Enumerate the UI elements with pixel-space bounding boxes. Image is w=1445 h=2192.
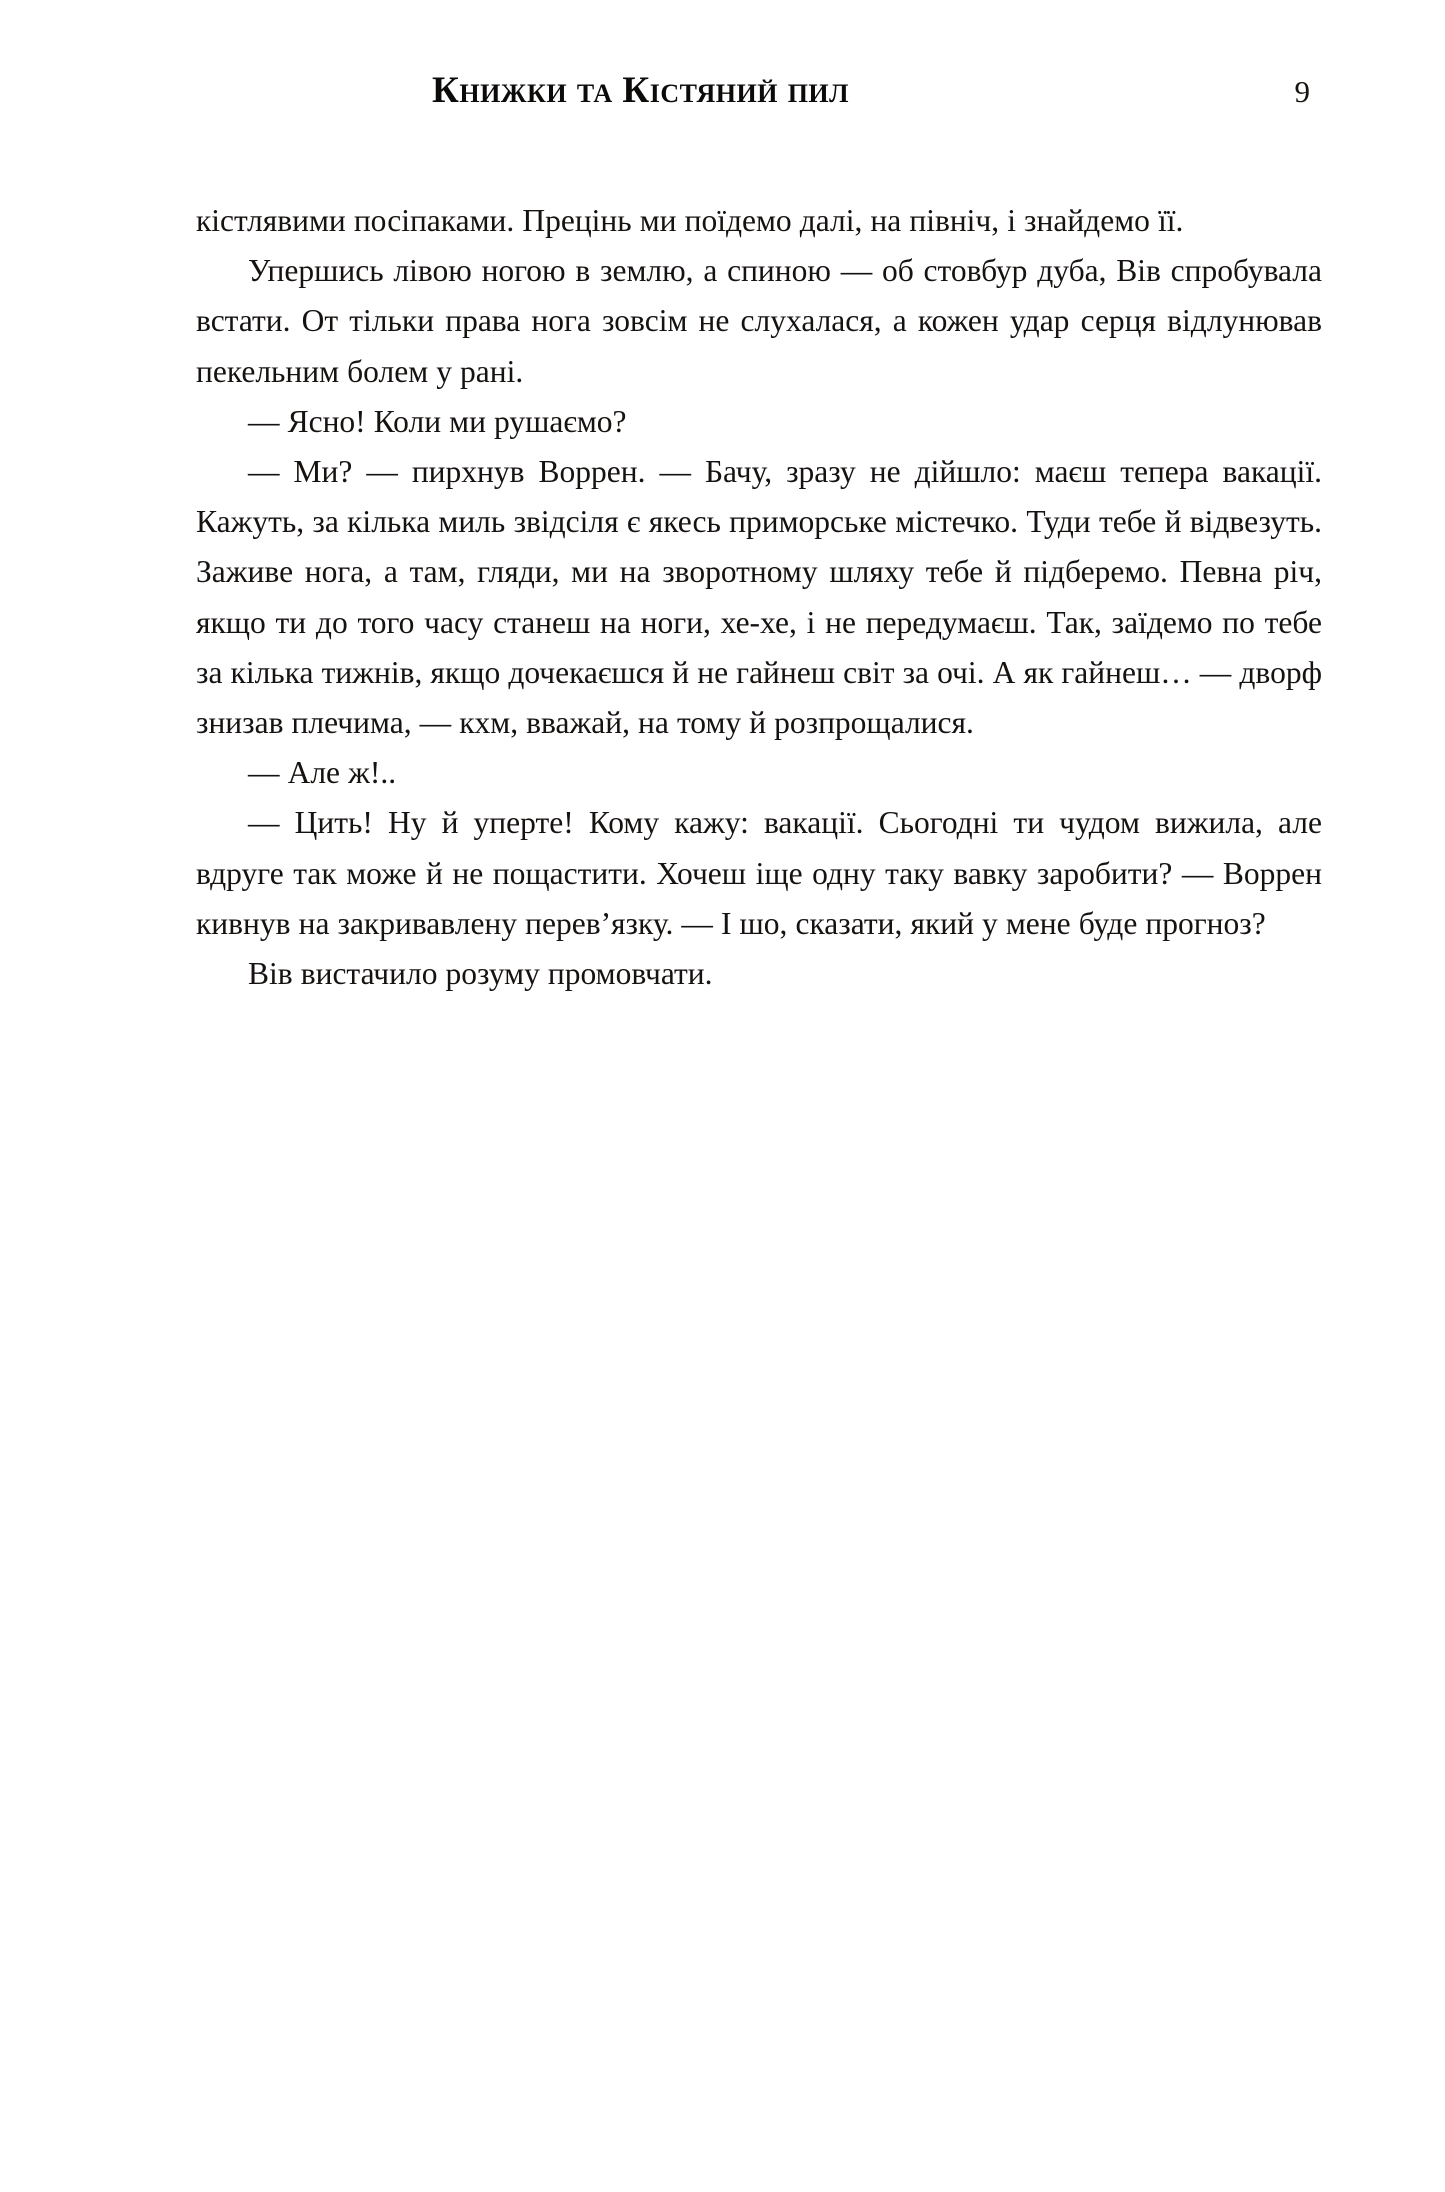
running-head-title-word-1: нижки: [459, 70, 568, 111]
paragraph-dialogue: — Ми? — пирхнув Воррен. — Бачу, зразу не дійшло: маєш тепера вакації. Кажуть, за кілька миль звідсіля є якесь приморське містечко. Туди тебе й відвезуть. Заживе нога, а там, гляди, ми на зворотному шляху тебе й підберемо. Певна річ, якщо ти до того часу станеш на ноги, хе-хе, і не передумаєш. Так, заїдемо по тебе за кілька тижнів, якщо дочекаєшся й не гайнеш світ за очі. А як гайнеш… — дворф знизав плечима, — кхм, вважай, на тому й розпрощалися.: [196, 454, 1322, 741]
running-head-title-conjunction: та: [576, 70, 613, 111]
running-head-title-word-2: істяний: [649, 70, 778, 111]
paragraph: Упершись лівою ногою в землю, а спиною — об стовбур дуба, Вів спробувала встати. От тільки права нога зовсім не слухалася, а кожен удар серця відлунював пекельним болем у рані.: [196, 253, 1322, 389]
paragraph: Вів вистачило розуму промовчати.: [248, 956, 713, 992]
running-head-title: [432, 72, 849, 109]
paragraph-dialogue: — Цить! Ну й уперте! Кому кажу: вакації. Сьогодні ти чудом вижила, але вдруге так може й не пощастити. Хочеш іще одну таку вавку заробити? — Воррен кивнув на закривавлену перев’язку. — І шо, сказати, який у мене буде прогноз?: [196, 805, 1322, 941]
paragraph-dialogue: — Але ж!..: [248, 755, 397, 791]
body-text-block: [196, 196, 1322, 999]
paragraph-dialogue: — Ясно! Коли ми рушаємо?: [248, 403, 627, 439]
running-head-title-initial-2: К: [622, 70, 650, 111]
running-head-title-word-3: пил: [787, 70, 850, 111]
running-head: [196, 72, 1320, 124]
page-number: 9: [1294, 74, 1310, 109]
running-head-title-initial-1: К: [432, 70, 460, 111]
paragraph: кістлявими посіпаками. Прецінь ми поїдемо далі, на північ, і знайдемо її.: [196, 203, 1184, 238]
